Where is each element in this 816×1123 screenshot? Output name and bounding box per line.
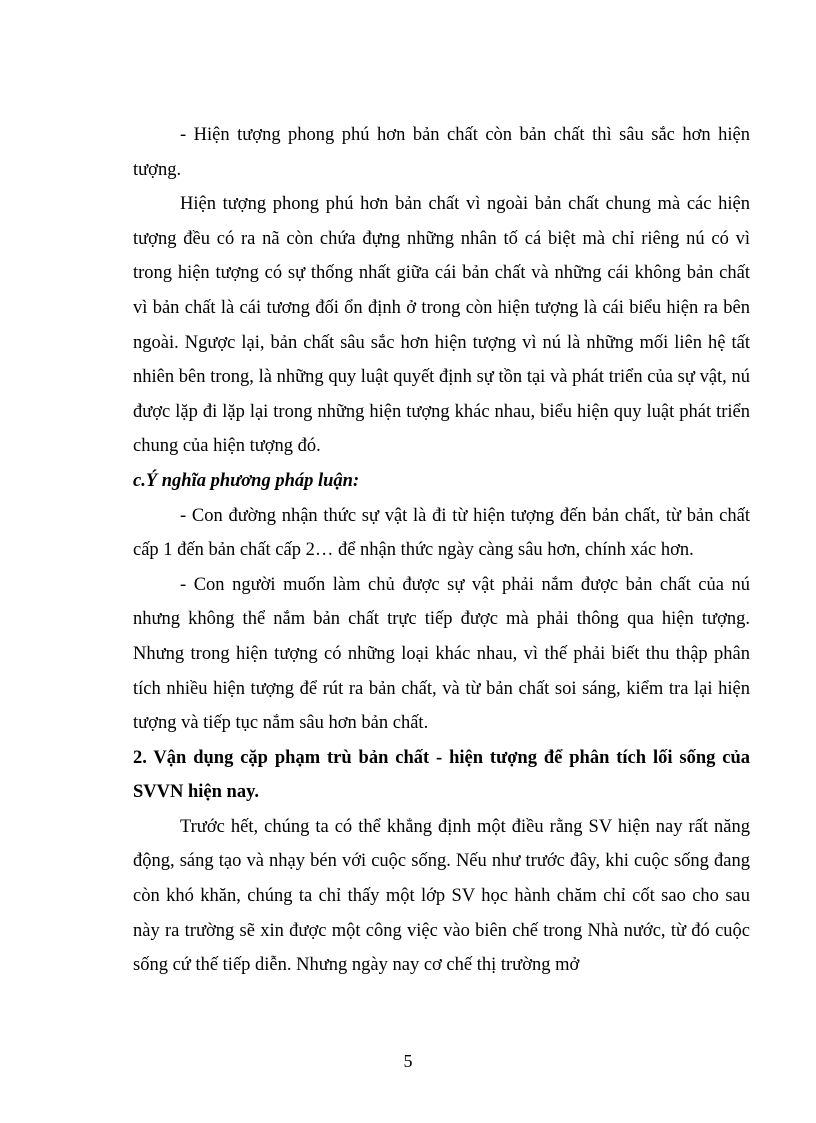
paragraph-phenomenon-richer: - Hiện tượng phong phú hơn bản chất còn bản chất thì sâu sắc hơn hiện tượng. [133, 125, 750, 180]
page-body [133, 118, 750, 983]
page-number: 5 [403, 1051, 413, 1071]
section-heading-methodology: c.Ý nghĩa phương pháp luận: [133, 470, 360, 491]
paragraph-explanation: Hiện tượng phong phú hơn bản chất vì ngoài bản chất chung mà các hiện tượng đều có ra nã còn chứa đựng những nhân tố cá biệt mà chỉ riêng nú có vì trong hiện tượng có sự thống nhất giữa cái bản chất và những cái không bản chất vì bản chất là cái tương đối ổn định ở trong còn hiện tượng là cái biểu hiện ra bên ngoài. Ngược lại, bản chất sâu sắc hơn hiện tượng vì nú là những mối liên hệ tất nhiên bên trong, là những quy luật quyết định sự tồn tại và phát triển của sự vật, nú được lặp đi lặp lại trong những hiện tượng khác nhau, biểu hiện quy luật phát triển chung của hiện tượng đó. [133, 194, 750, 457]
paragraph-cognition-path: - Con đường nhận thức sự vật là đi từ hiện tượng đến bản chất, từ bản chất cấp 1 đến bản chất cấp 2… để nhận thức ngày càng sâu hơn, chính xác hơn. [133, 505, 750, 561]
paragraph-mastering-essence: - Con người muốn làm chủ được sự vật phải nắm được bản chất của nú nhưng không thể nắm bản chất trực tiếp được mà phải thông qua hiện tượng. Nhưng trong hiện tượng có những loại khác nhau, vì thế phải biết thu thập phân tích nhiều hiện tượng để rút ra bản chất, và từ bản chất soi sáng, kiểm tra lại hiện tượng và tiếp tục nắm sâu hơn bản chất. [133, 574, 750, 734]
paragraph-student-lifestyle: Trước hết, chúng ta có thể khẳng định một điều rằng SV hiện nay rất năng động, sáng tạo và nhạy bén với cuộc sống. Nếu như trước đây, khi cuộc sống đang còn khó khăn, chúng ta chỉ thấy một lớp SV học hành chăm chỉ cốt sao cho sau này ra trường sẽ xin được một công việc vào biên chế trong Nhà nước, từ đó cuộc sống cứ thế tiếp diễn. Nhưng ngày nay cơ chế thị trường mở [133, 816, 750, 976]
section-heading-application: 2. Vận dụng cặp phạm trù bản chất - hiện tượng để phân tích lối sống của SVVN hiện nay. [133, 747, 750, 803]
